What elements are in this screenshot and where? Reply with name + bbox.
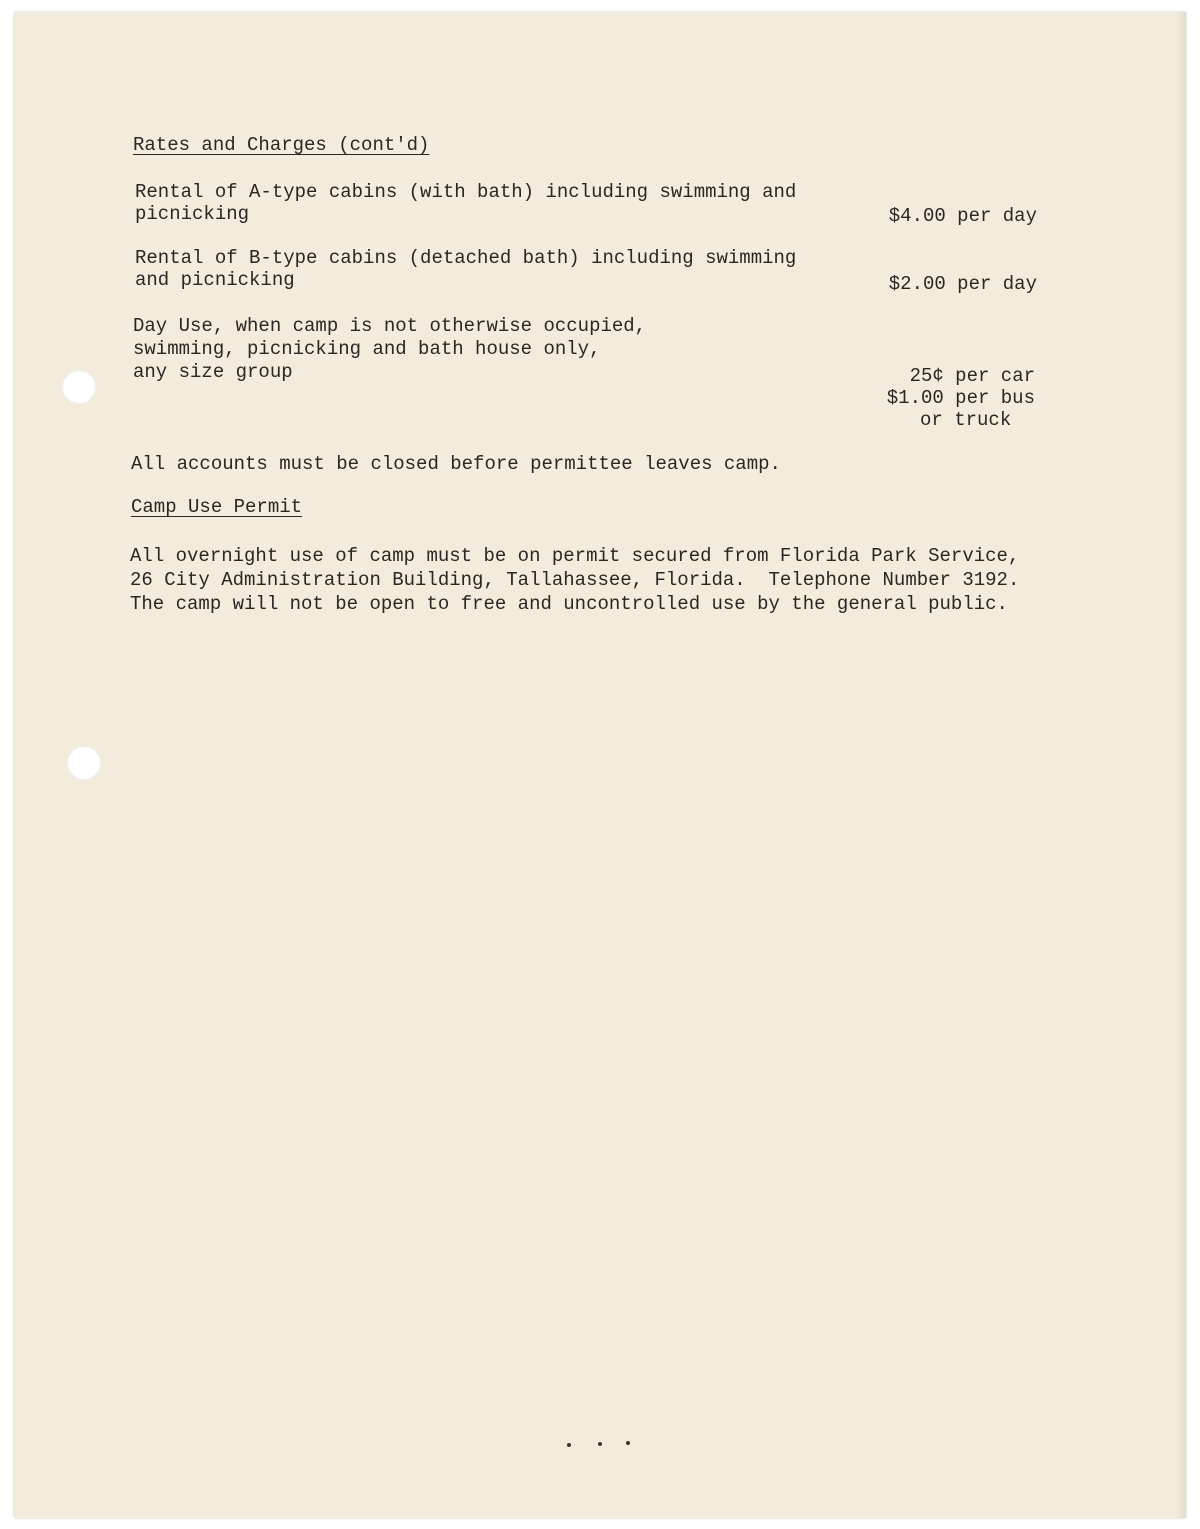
ink-speck — [567, 1443, 571, 1447]
day-use-line-1: Day Use, when camp is not otherwise occupied, — [133, 315, 647, 337]
punch-hole-bottom — [67, 746, 101, 780]
rate-a-line-1: Rental of A-type cabins (with bath) including swimming and — [135, 181, 797, 203]
rate-a-price: $4.00 per day — [888, 205, 1037, 227]
permit-text-line-2: 26 City Administration Building, Tallahassee, Florida. Telephone Number 3192. — [130, 569, 1020, 591]
heading-camp-use-permit: Camp Use Permit — [131, 496, 303, 518]
day-use-price-bus: $1.00 per bus — [886, 387, 1035, 409]
day-use-price-car: 25¢ per car — [909, 365, 1035, 387]
rate-b-price: $2.00 per day — [888, 273, 1037, 295]
rate-b-line-1: Rental of B-type cabins (detached bath) including swimming — [135, 247, 797, 269]
rate-b-line-2: and picnicking — [135, 269, 295, 291]
accounts-note: All accounts must be closed before permittee leaves camp. — [131, 453, 781, 475]
permit-text-line-3: The camp will not be open to free and uncontrolled use by the general public. — [130, 593, 1008, 615]
page-edge-shadow — [1176, 12, 1186, 1518]
heading-rates-and-charges: Rates and Charges (cont'd) — [133, 134, 430, 156]
day-use-line-3: any size group — [133, 361, 293, 383]
day-use-line-2: swimming, picnicking and bath house only, — [133, 338, 601, 360]
document-page — [14, 12, 1186, 1518]
ink-speck — [626, 1441, 630, 1445]
day-use-price-truck: or truck — [920, 409, 1012, 431]
punch-hole-top — [62, 370, 96, 404]
ink-speck — [598, 1442, 602, 1446]
rate-a-line-2: picnicking — [135, 203, 250, 225]
permit-text-line-1: All overnight use of camp must be on permit secured from Florida Park Service, — [130, 545, 1020, 567]
